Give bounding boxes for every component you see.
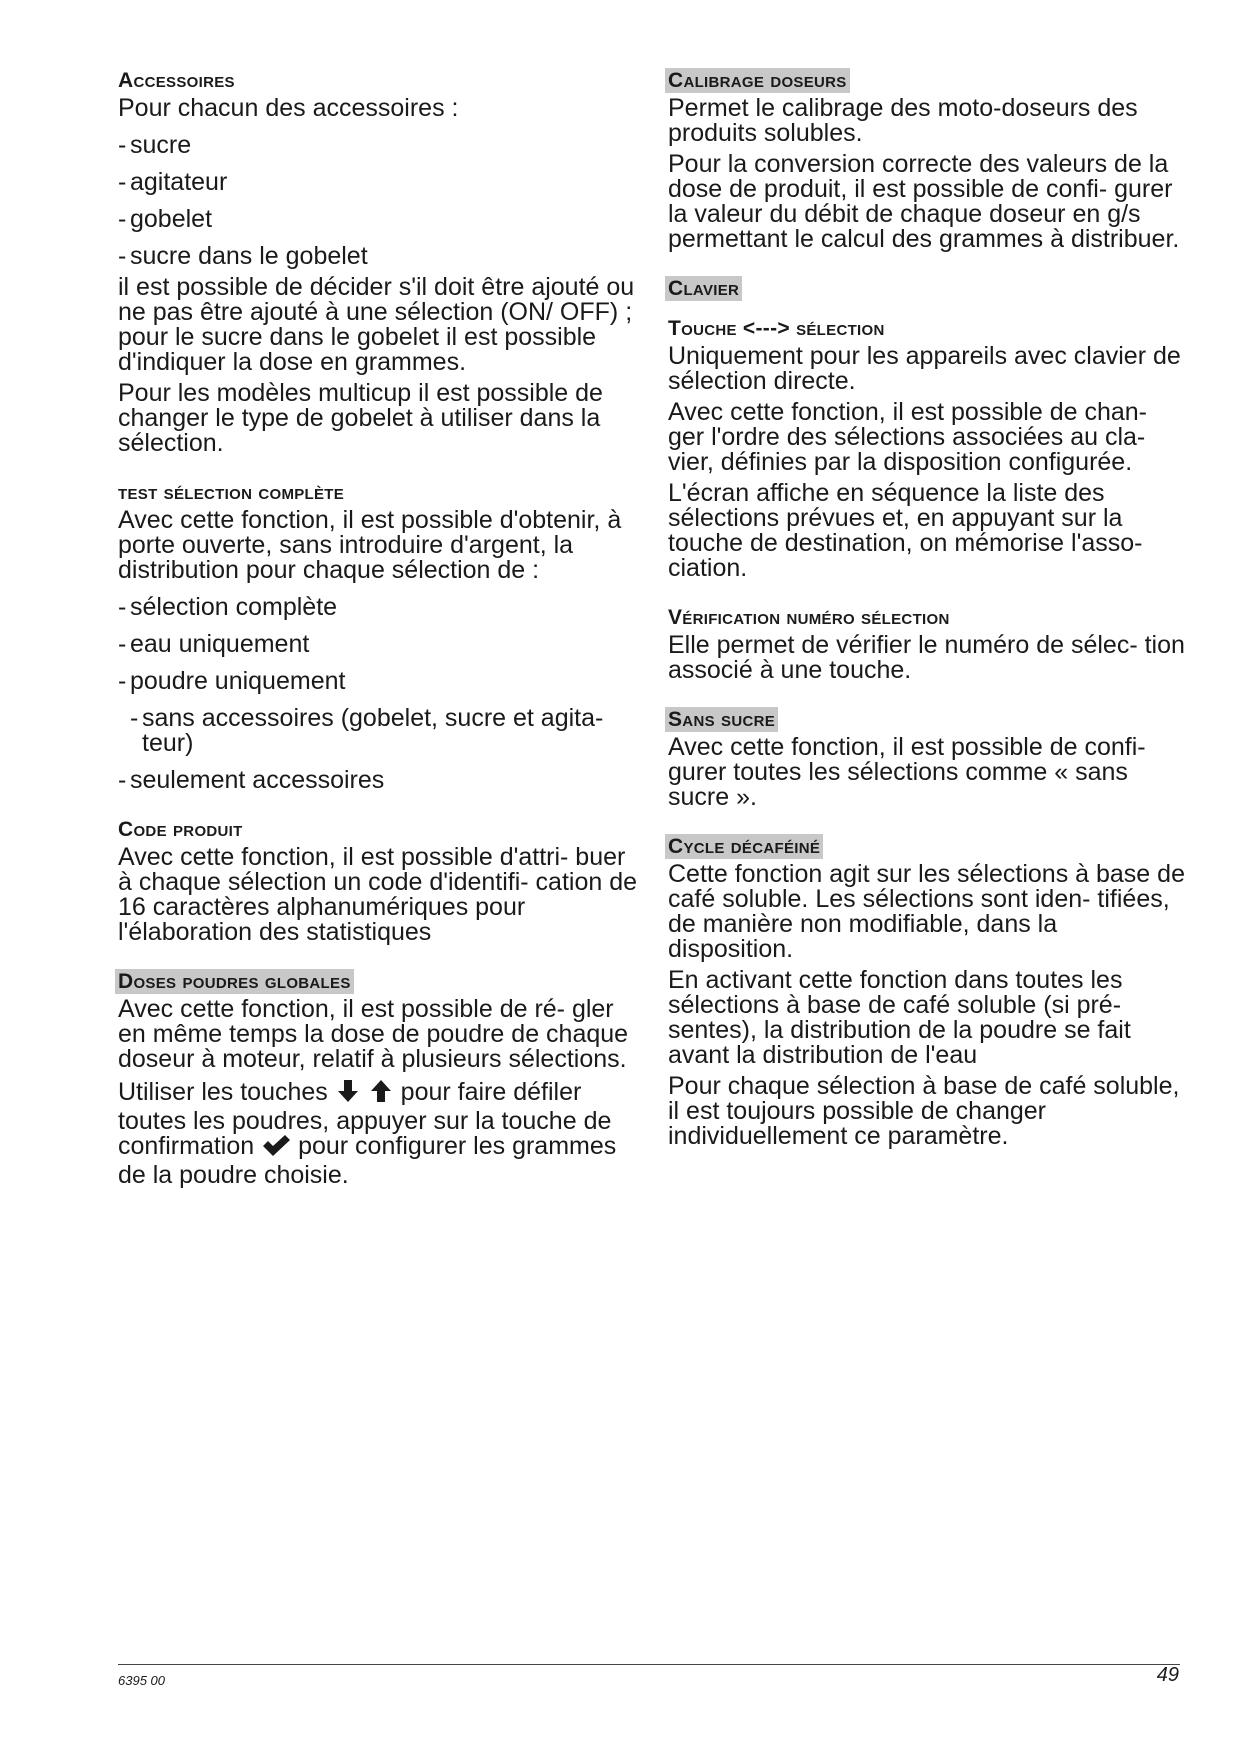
heading-doses: Doses poudres globales bbox=[118, 967, 638, 997]
decafeine-paragraph-3: Pour chaque sélection à base de café soluble, il est toujours possible de changer individuellement ce paramètre. bbox=[668, 1072, 1180, 1150]
list-item: - gobelet bbox=[118, 205, 213, 233]
section-decafeine bbox=[668, 832, 1188, 1149]
accessoires-paragraph-1: il est possible de décider s'il doit être ajouté ou ne pas être ajouté à une sélection (ON/ OFF) ; pour le sucre dans le gobelet il est possible d'indiquer la dose en grammes. bbox=[118, 273, 635, 376]
touche-paragraph-1: Uniquement pour les appareils avec clavier de sélection directe. bbox=[668, 342, 1181, 395]
heading-test: test sélection complète bbox=[118, 481, 345, 504]
heading-touche: Touche <---> sélection bbox=[668, 317, 885, 340]
decafeine-paragraph-1: Cette fonction agit sur les sélections à base de café soluble. Les sélections sont iden- tifiées, de manière non modifiable, dans la disposition. bbox=[668, 860, 1185, 963]
heading-calibrage: Calibrage doseurs bbox=[668, 66, 1188, 96]
section-clavier bbox=[668, 274, 1188, 304]
section-calibrage bbox=[668, 66, 1188, 252]
heading-decafeine: Cycle décaféiné bbox=[668, 832, 1188, 862]
heading-accessoires: Accessoires bbox=[118, 69, 235, 92]
list-item: - sucre dans le gobelet bbox=[118, 242, 368, 270]
page-number: 49 bbox=[1156, 1664, 1179, 1686]
section-code-produit bbox=[118, 815, 638, 945]
list-item: - sans accessoires (gobelet, sucre et agita- teur) bbox=[130, 704, 604, 757]
footer-divider bbox=[118, 1664, 1180, 1665]
list-item: - poudre uniquement bbox=[118, 667, 346, 695]
section-accessoires bbox=[118, 66, 638, 456]
left-column bbox=[118, 66, 638, 1210]
test-intro: Avec cette fonction, il est possible d'obtenir, à porte ouverte, sans introduire d'argent, la distribution pour chaque sélection de : bbox=[118, 506, 622, 584]
sans-sucre-paragraph-1: Avec cette fonction, il est possible de confi- gurer toutes les sélections comme « sans sucre ». bbox=[668, 733, 1146, 811]
list-item: - sélection complète bbox=[118, 593, 338, 621]
list-item: - seulement accessoires bbox=[118, 766, 385, 794]
right-column bbox=[668, 66, 1188, 1171]
doses-paragraph-2: Utiliser les touches pour faire défiler toutes les poudres, appuyer sur la touche de confirmation pour configurer les grammes de la poudre choisie. bbox=[118, 1078, 617, 1189]
check-icon bbox=[261, 1134, 291, 1163]
code-paragraph-1: Avec cette fonction, il est possible d'attri- buer à chaque sélection un code d'identifi- cation de 16 caractères alphanumériques pour l'élaboration des statistiques bbox=[118, 843, 638, 946]
accessoires-intro: Pour chacun des accessoires : bbox=[118, 94, 459, 122]
list-item: - agitateur bbox=[118, 168, 228, 196]
arrow-up-icon bbox=[368, 1078, 394, 1109]
section-sans-sucre bbox=[668, 705, 1188, 810]
section-doses bbox=[118, 967, 638, 1188]
calibrage-paragraph-1: Permet le calibrage des moto-doseurs des produits solubles. bbox=[668, 94, 1138, 147]
footer-document-code: 6395 00 bbox=[118, 1673, 165, 1688]
section-verification bbox=[668, 603, 1188, 683]
touche-paragraph-3: L'écran affiche en séquence la liste des sélections prévues et, en appuyant sur la touche de destination, on mémorise l'asso- ciation. bbox=[668, 479, 1143, 582]
heading-clavier: Clavier bbox=[668, 274, 1188, 304]
list-item: - sucre bbox=[118, 131, 192, 159]
section-touche bbox=[668, 314, 1188, 581]
touche-paragraph-2: Avec cette fonction, il est possible de chan- ger l'ordre des sélections associées au cla- vier, définies par la disposition configurée. bbox=[668, 398, 1147, 476]
arrow-down-icon bbox=[335, 1078, 361, 1109]
list-item: - eau uniquement bbox=[118, 630, 310, 658]
calibrage-paragraph-2: Pour la conversion correcte des valeurs de la dose de produit, il est possible de confi- gurer la valeur du débit de chaque doseur en g/s permettant le calcul des grammes à distribuer. bbox=[668, 150, 1180, 253]
accessoires-paragraph-2: Pour les modèles multicup il est possible de changer le type de gobelet à utiliser dans la sélection. bbox=[118, 379, 603, 457]
verification-paragraph-1: Elle permet de vérifier le numéro de sélec- tion associé à une touche. bbox=[668, 631, 1185, 684]
decafeine-paragraph-2: En activant cette fonction dans toutes les sélections à base de café soluble (si pré- sentes), la distribution de la poudre se fait avant la distribution de l'eau bbox=[668, 966, 1131, 1069]
section-test bbox=[118, 478, 638, 793]
doses-paragraph-1: Avec cette fonction, il est possible de ré- gler en même temps la dose de poudre de chaque doseur à moteur, relatif à plusieurs sélections. bbox=[118, 995, 629, 1073]
heading-verification: Vérification numéro sélection bbox=[668, 606, 950, 629]
heading-code-produit: Code produit bbox=[118, 818, 243, 841]
heading-sans-sucre: Sans sucre bbox=[668, 705, 1188, 735]
